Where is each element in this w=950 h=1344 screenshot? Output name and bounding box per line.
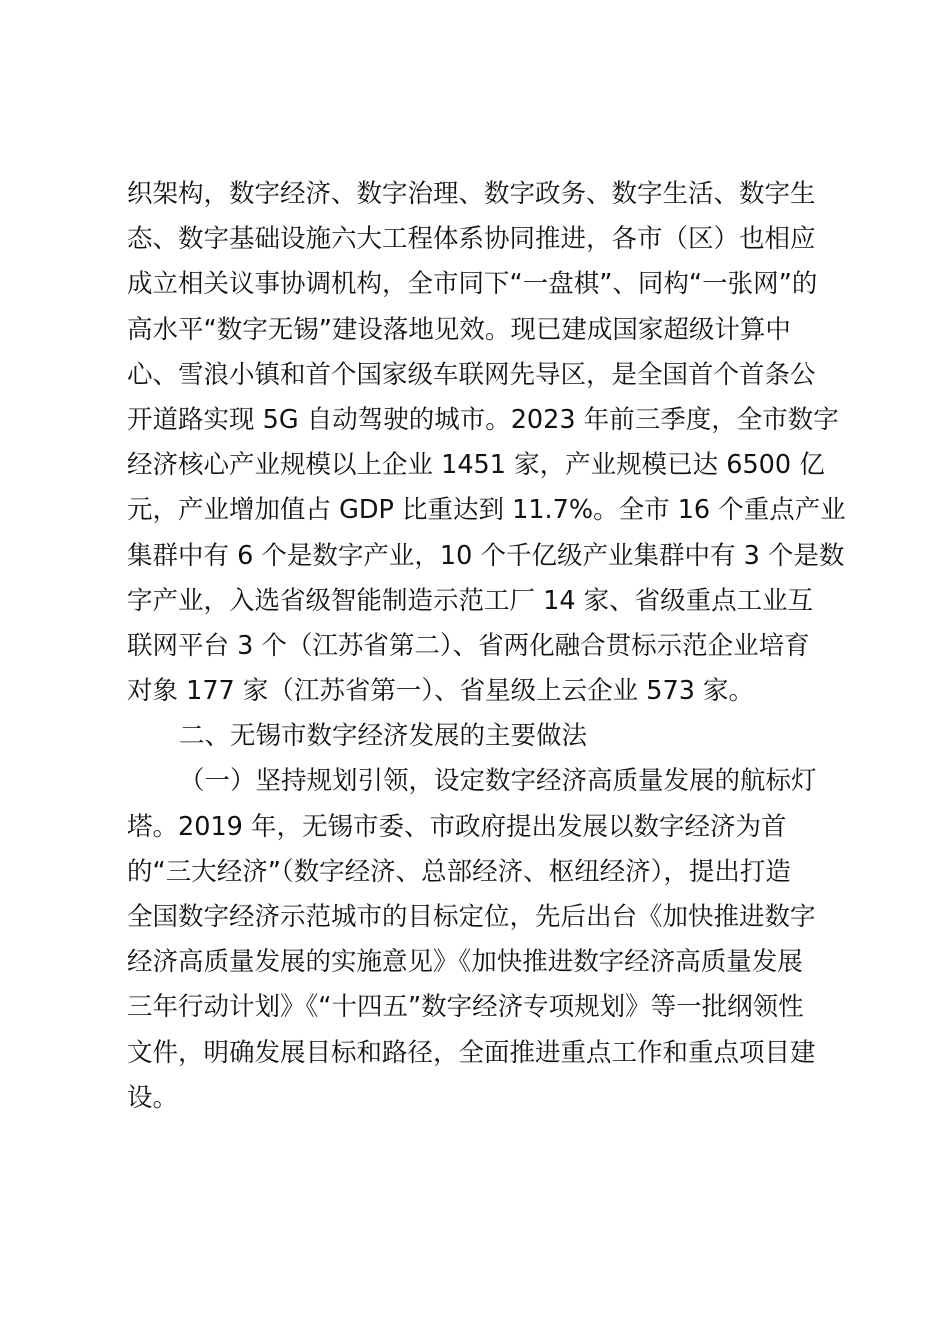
text-line: 开道路实现 5G 自动驾驶的城市。2023 年前三季度，全市数字 <box>127 404 839 435</box>
paragraph-planning-guidance <box>127 759 839 1121</box>
text-line: 高水平“数字无锡”建设落地见效。现已建成国家超级计算中 <box>127 314 791 345</box>
text-line: 元，产业增加值占 GDP 比重达到 11.7%。全市 16 个重点产业 <box>127 495 846 526</box>
text-line: 织架构，数字经济、数字治理、数字政务、数字生活、数字生 <box>127 179 816 209</box>
text-line: 的“三大经济”（数字经济、总部经济、枢纽经济），提出打造 <box>127 856 791 887</box>
text-line: 文件，明确发展目标和路径，全面推进重点工作和重点项目建 <box>127 1037 816 1068</box>
document-body <box>127 172 846 1121</box>
text-line: 经济高质量发展的实施意见》《加快推进数字经济高质量发展 <box>127 947 803 978</box>
text-line: 成立相关议事协调机构，全市同下“一盘棋”、同构“一张网”的 <box>127 269 818 300</box>
text-line: 集群中有 6 个是数字产业，10 个千亿级产业集群中有 3 个是数 <box>127 540 845 571</box>
text-line: 塔。2019 年，无锡市委、市政府提出发展以数字经济为首 <box>127 811 787 842</box>
text-line: 经济核心产业规模以上企业 1451 家，产业规模已达 6500 亿 <box>127 450 825 481</box>
text-line: （一）坚持规划引领，设定数字经济高质量发展的航标灯 <box>179 766 817 797</box>
section-heading: 二、无锡市数字经济发展的主要做法 <box>179 721 588 752</box>
text-line: 全国数字经济示范城市的目标定位，先后出台《加快推进数字 <box>127 902 816 932</box>
text-line: 联网平台 3 个（江苏省第二）、省两化融合贯标示范企业培育 <box>127 630 810 661</box>
text-line: 对象 177 家（江苏省第一）、省星级上云企业 573 家。 <box>127 676 755 707</box>
text-line: 设。 <box>127 1082 179 1113</box>
text-line: 心、雪浪小镇和首个国家级车联网先导区，是全国首个首条公 <box>127 359 816 390</box>
paragraph-digital-economy-achievements <box>127 172 846 714</box>
text-line: 字产业，入选省级智能制造示范工厂 14 家、省级重点工业互 <box>127 585 814 616</box>
text-line: 态、数字基础设施六大工程体系协同推进，各市（区）也相应 <box>127 224 816 255</box>
text-line: 三年行动计划》《“十四五”数字经济专项规划》等一批纲领性 <box>127 992 804 1023</box>
